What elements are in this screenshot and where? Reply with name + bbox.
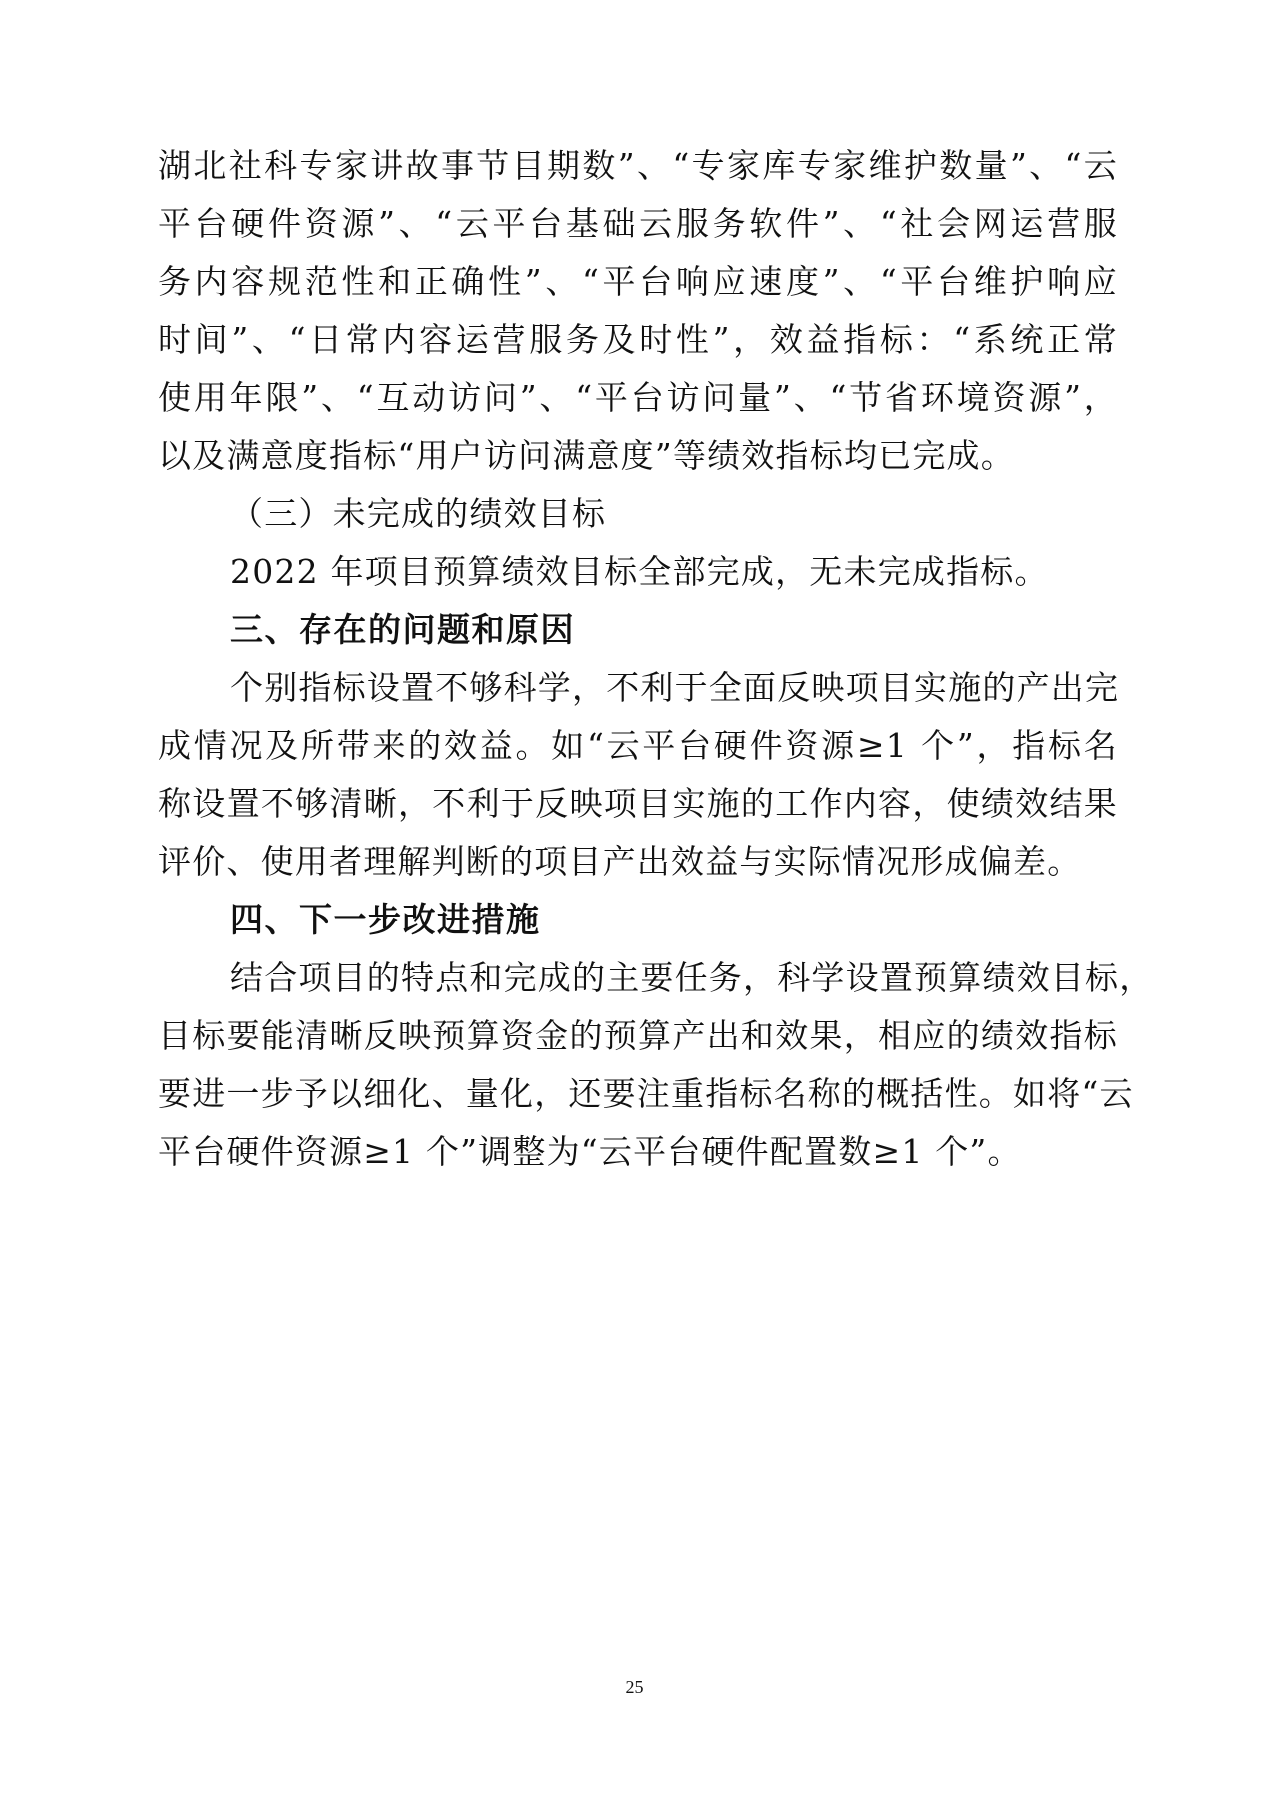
paragraph-line: 评价、使用者理解判断的项目产出效益与实际情况形成偏差。 — [158, 842, 1082, 881]
paragraph-line: 要进一步予以细化、量化，还要注重指标名称的概括性。如将“云 — [158, 1074, 1134, 1113]
paragraph-line: 个别指标设置不够科学，不利于全面反映项目实施的产出完 — [230, 668, 1120, 707]
subsection-heading: （三）未完成的绩效目标 — [230, 494, 607, 533]
paragraph-line: 结合项目的特点和完成的主要任务，科学设置预算绩效目标， — [230, 958, 1154, 997]
paragraph-line: 使用年限”、“互动访问”、“平台访问量”、“节省环境资源”， — [158, 378, 1118, 417]
paragraph-line: 称设置不够清晰，不利于反映项目实施的工作内容，使绩效结果 — [158, 784, 1118, 823]
section-heading: 三、存在的问题和原因 — [230, 610, 575, 649]
paragraph-line: 时间”、“日常内容运营服务及时性”，效益指标：“系统正常 — [158, 320, 1118, 359]
paragraph-line: 以及满意度指标“用户访问满意度”等绩效指标均已完成。 — [158, 436, 1015, 475]
paragraph-line: 2022 年项目预算绩效目标全部完成，无未完成指标。 — [230, 552, 1049, 591]
page-number: 25 — [625, 1677, 644, 1697]
paragraph-line: 目标要能清晰反映预算资金的预算产出和效果，相应的绩效指标 — [158, 1016, 1118, 1055]
paragraph-line: 平台硬件资源≥1 个”调整为“云平台硬件配置数≥1 个”。 — [158, 1132, 1022, 1171]
paragraph-line: 平台硬件资源”、“云平台基础云服务软件”、“社会网运营服 — [158, 204, 1118, 243]
section-heading: 四、下一步改进措施 — [230, 900, 541, 939]
paragraph-line: 湖北社科专家讲故事节目期数”、“专家库专家维护数量”、“云 — [158, 146, 1118, 185]
paragraph-line: 务内容规范性和正确性”、“平台响应速度”、“平台维护响应 — [158, 262, 1118, 301]
paragraph-line: 成情况及所带来的效益。如“云平台硬件资源≥1 个”，指标名 — [158, 726, 1118, 765]
